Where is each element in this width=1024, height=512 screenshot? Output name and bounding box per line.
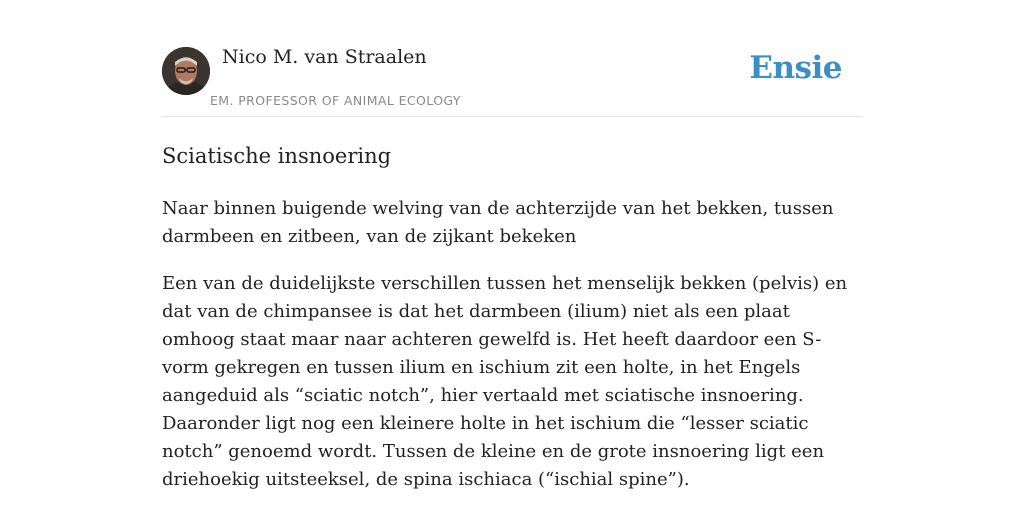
author-name[interactable]: Nico M. van Straalen: [222, 46, 427, 68]
entry-title: Sciatische insnoering: [162, 144, 392, 168]
author-header: [162, 0, 862, 117]
author-role: EM. PROFESSOR OF ANIMAL ECOLOGY: [210, 93, 461, 108]
entry-definition: Naar binnen buigende welving van de achterzijde van het bekken, tussen darmbeen en zitbeen, van de zijkant bekeken: [162, 198, 834, 247]
ensie-logo-link[interactable]: Ensie: [749, 50, 842, 86]
article-page: [162, 0, 862, 494]
entry-body: Een van de duidelijkste verschillen tussen het menselijk bekken (pelvis) en dat van de chimpansee is dat het darmbeen (ilium) niet als een plaat omhoog staat maar naar achteren gewelfd is. Het heeft daardoor een S-vorm gekregen en tussen ilium en ischium zit een holte, in het Engels aangeduid als “sciatic notch”, hier vertaald met sciatische insnoering. Daaronder ligt nog een kleinere holte in het ischium die “lesser sciatic notch” genoemd wordt. Tussen de kleine en de grote insnoering ligt een driehoekig uitsteeksel, de spina ischiaca (“ischial spine”).: [162, 273, 848, 490]
author-portrait-icon: [162, 47, 210, 95]
author-avatar[interactable]: [162, 47, 210, 95]
